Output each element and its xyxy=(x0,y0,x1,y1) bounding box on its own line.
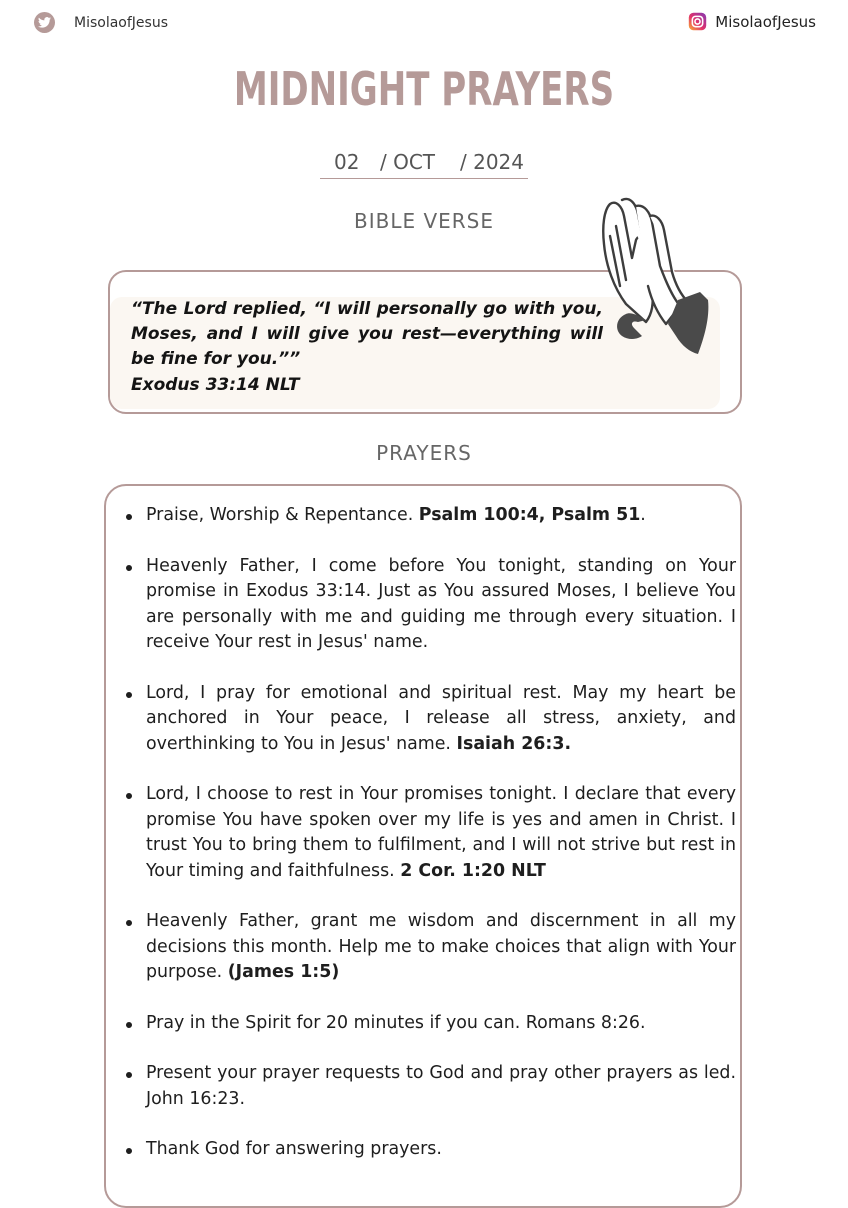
twitter-handle: MisolaofJesus xyxy=(74,14,168,31)
list-item xyxy=(124,1137,736,1163)
date-field xyxy=(320,148,528,179)
prayers-list xyxy=(124,503,736,1188)
instagram-icon xyxy=(688,12,707,31)
twitter-link[interactable] xyxy=(34,12,168,33)
scripture-reference: Psalm 100:4, Psalm 51 xyxy=(418,505,641,525)
prayers-heading: PRAYERS xyxy=(376,441,472,465)
verse-reference: Exodus 33:14 NLT xyxy=(131,375,300,395)
prayer-text: Present your prayer requests to God and pray other prayers as led. John 16:23. xyxy=(146,1063,736,1109)
scripture-reference: Isaiah 26:3. xyxy=(456,733,572,754)
prayer-text: Thank God for answering prayers. xyxy=(146,1139,442,1159)
prayer-text-end: . xyxy=(640,505,646,525)
twitter-bird-icon xyxy=(34,12,55,33)
prayer-text: Praise, Worship & Repentance. xyxy=(146,505,419,525)
prayer-text: Lord, I choose to rest in Your promises tonight. I declare that every promise You have spoken over my life is yes and amen in Christ. I trust You to bring them to fulfilment, and I will not strive but rest in Your timing and faithfulness. xyxy=(146,784,736,881)
scripture-reference: 2 Cor. 1:20 NLT xyxy=(400,860,546,881)
date-month: / OCT xyxy=(380,150,436,174)
page-title: MIDNIGHT PRAYERS xyxy=(233,62,615,116)
date-day: 02 xyxy=(334,150,360,174)
prayer-text: Heavenly Father, I come before You tonight, standing on Your promise in Exodus 33:14. Just as You assured Moses, I believe You are personally with me and guiding me through every situation. I receive Your rest in Jesus' name. xyxy=(146,555,736,652)
scripture-reference: (James 1:5) xyxy=(227,962,340,982)
bible-verse-heading: BIBLE VERSE xyxy=(353,209,495,233)
list-item xyxy=(124,1061,736,1112)
list-item xyxy=(124,1011,736,1037)
list-item xyxy=(124,554,736,656)
prayer-text: Pray in the Spirit for 20 minutes if you can. Romans 8:26. xyxy=(146,1012,646,1033)
instagram-link[interactable] xyxy=(688,12,816,31)
list-item xyxy=(124,503,736,529)
praying-hands-icon xyxy=(596,196,718,358)
list-item xyxy=(124,681,736,758)
social-header xyxy=(0,12,848,38)
prayer-text: Lord, I pray for emotional and spiritual rest. May my heart be anchored in Your peace, I release all stress, anxiety, and overthinking to You in Jesus' name. xyxy=(146,682,736,754)
date-year: / 2024 xyxy=(460,150,524,174)
list-item xyxy=(124,782,736,884)
instagram-handle: MisolaofJesus xyxy=(715,12,816,31)
prayer-text: Heavenly Father, grant me wisdom and discernment in all my decisions this month. Help me to make choices that align with Your purpose. xyxy=(146,911,736,982)
verse-text: “The Lord replied, “I will personally go with you, Moses, and I will give you rest—everything will be fine for you.”” xyxy=(131,299,603,369)
list-item xyxy=(124,909,736,986)
